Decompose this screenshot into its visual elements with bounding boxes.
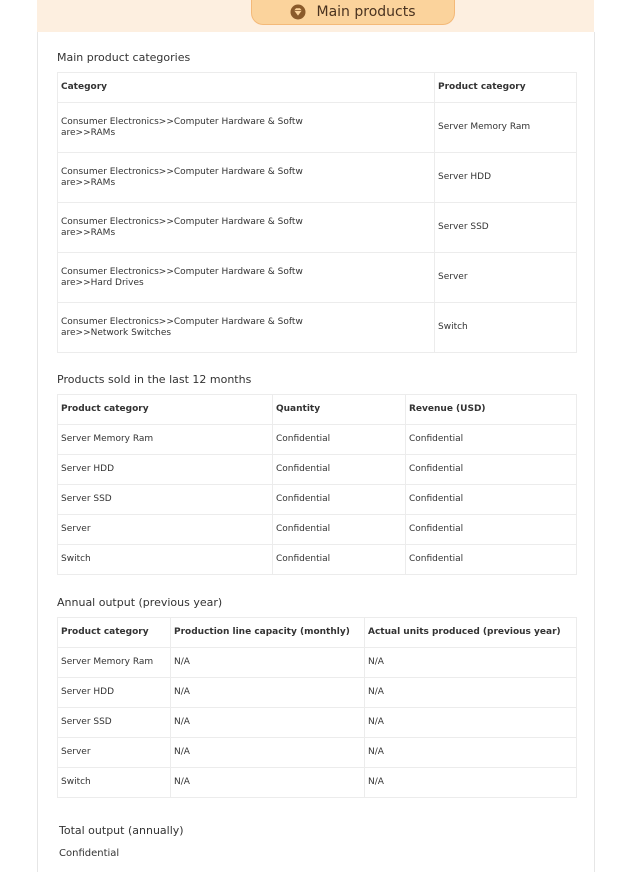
table-cell: N/A	[171, 708, 365, 738]
table-cell: Confidential	[273, 425, 406, 455]
table-cell: Confidential	[406, 455, 577, 485]
table-row	[58, 648, 577, 678]
column-header: Revenue (USD)	[406, 395, 577, 425]
table-row	[58, 425, 577, 455]
table-row	[58, 708, 577, 738]
product-category-cell: Server	[435, 253, 577, 303]
table-cell: Switch	[58, 768, 171, 798]
table-row	[58, 738, 577, 768]
table-cell: Server HDD	[58, 678, 171, 708]
category-path-line: are>>Hard Drives	[61, 277, 144, 288]
product-category-cell: Switch	[435, 303, 577, 353]
categories-table	[57, 72, 577, 353]
table-cell: N/A	[171, 648, 365, 678]
column-header: Category	[58, 73, 435, 103]
table-cell: Server	[58, 738, 171, 768]
table-cell: N/A	[171, 678, 365, 708]
category-cell	[58, 153, 435, 203]
table-row	[58, 103, 577, 153]
section-banner	[37, 0, 594, 32]
category-path-line: Consumer Electronics>>Computer Hardware & Softw	[61, 316, 303, 327]
section-title-main-products: Main products	[316, 4, 416, 20]
table-cell: Confidential	[273, 515, 406, 545]
product-category-cell: Server Memory Ram	[435, 103, 577, 153]
sold-heading: Products sold in the last 12 months	[57, 373, 252, 386]
table-cell: Confidential	[406, 425, 577, 455]
main-products-panel	[37, 32, 595, 872]
category-path-line: Consumer Electronics>>Computer Hardware & Softw	[61, 216, 303, 227]
product-category-cell: Server SSD	[435, 203, 577, 253]
section-tab	[251, 0, 455, 25]
column-header: Product category	[58, 395, 273, 425]
output-heading: Annual output (previous year)	[57, 596, 223, 609]
table-row	[58, 515, 577, 545]
column-header: Production line capacity (monthly)	[171, 618, 365, 648]
table-cell: N/A	[171, 768, 365, 798]
table-row	[58, 485, 577, 515]
table-cell: Confidential	[406, 515, 577, 545]
total-output-value: Confidential	[59, 848, 120, 859]
table-cell: Confidential	[273, 545, 406, 575]
table-cell: N/A	[365, 678, 577, 708]
table-cell: Switch	[58, 545, 273, 575]
category-cell	[58, 303, 435, 353]
table-row	[58, 545, 577, 575]
table-row	[58, 678, 577, 708]
table-cell: Server HDD	[58, 455, 273, 485]
output-table	[57, 617, 577, 798]
category-path-line: are>>RAMs	[61, 177, 116, 188]
table-cell: Server	[58, 515, 273, 545]
table-cell: Confidential	[406, 485, 577, 515]
table-cell: Server SSD	[58, 708, 171, 738]
table-cell: N/A	[365, 648, 577, 678]
category-path-line: Consumer Electronics>>Computer Hardware & Softw	[61, 116, 303, 127]
table-cell: Server Memory Ram	[58, 425, 273, 455]
category-cell	[58, 253, 435, 303]
table-row	[58, 203, 577, 253]
category-path-line: are>>Network Switches	[61, 327, 172, 338]
category-path-line: are>>RAMs	[61, 227, 116, 238]
table-cell: Confidential	[273, 485, 406, 515]
table-cell: Confidential	[273, 455, 406, 485]
column-header: Quantity	[273, 395, 406, 425]
table-cell: Server SSD	[58, 485, 273, 515]
column-header: Actual units produced (previous year)	[365, 618, 577, 648]
category-cell	[58, 103, 435, 153]
table-row	[58, 303, 577, 353]
table-row	[58, 153, 577, 203]
category-path-line: are>>RAMs	[61, 127, 116, 138]
total-output-label: Total output (annually)	[59, 824, 184, 837]
table-header-row	[58, 618, 577, 648]
table-header-row	[58, 73, 577, 103]
table-row	[58, 768, 577, 798]
table-cell: N/A	[365, 708, 577, 738]
table-cell: N/A	[365, 768, 577, 798]
table-header-row	[58, 395, 577, 425]
table-row	[58, 455, 577, 485]
diamond-badge-icon	[290, 4, 306, 20]
categories-heading: Main product categories	[57, 51, 191, 64]
table-cell: Confidential	[406, 545, 577, 575]
category-path-line: Consumer Electronics>>Computer Hardware & Softw	[61, 266, 303, 277]
table-cell: N/A	[171, 738, 365, 768]
column-header: Product category	[58, 618, 171, 648]
table-cell: N/A	[365, 738, 577, 768]
category-path-line: Consumer Electronics>>Computer Hardware & Softw	[61, 166, 303, 177]
category-cell	[58, 203, 435, 253]
column-header: Product category	[435, 73, 577, 103]
product-category-cell: Server HDD	[435, 153, 577, 203]
table-row	[58, 253, 577, 303]
table-cell: Server Memory Ram	[58, 648, 171, 678]
sold-table	[57, 394, 577, 575]
